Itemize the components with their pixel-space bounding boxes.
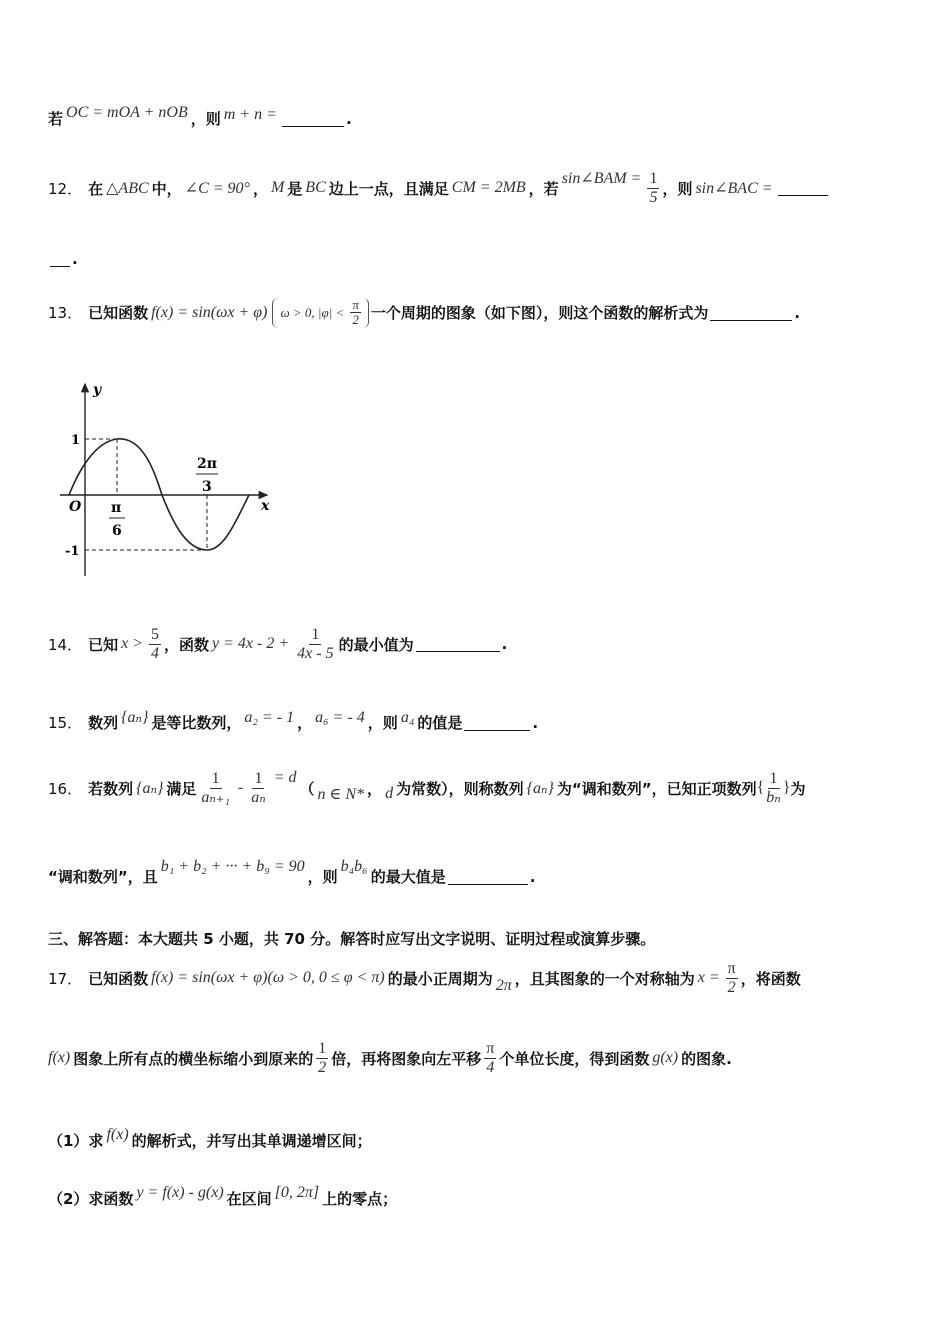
q16-b-frac-num: 1 (769, 770, 778, 787)
q14-number: 14． (48, 635, 83, 654)
q16-minus: - (237, 779, 244, 797)
q16-text-4: 为“调和数列”，已知正项数列 (556, 779, 757, 798)
q16-b-frac (764, 770, 782, 806)
q16-answer-blank (448, 869, 528, 885)
q16-brace-close: } (782, 779, 791, 797)
origin-label: O (69, 499, 82, 515)
q16-text-3: 为常数），则称数列 (396, 779, 524, 798)
q16-frac-1 (199, 770, 232, 806)
q17-f: f(x) (48, 1049, 71, 1067)
q17-line (48, 960, 801, 996)
q17-shift-den: 4 (486, 1058, 495, 1076)
q11-expr: m + n = (223, 105, 277, 123)
q12-frac-den: 5 (649, 188, 658, 206)
q17-part-2-function: y = f(x) - g(x) (136, 1183, 224, 1201)
q16-frac-1-den: aₙ₊₁ (201, 788, 230, 806)
q15-a4: a₄ (400, 708, 415, 726)
q12-target: sin∠BAC = (695, 180, 773, 198)
q14-line (48, 626, 507, 662)
q14-answer-blank (416, 636, 500, 652)
q17-part-1-label: （1）求 (48, 1132, 104, 1150)
q15-text-2: 是等比数列， (151, 714, 242, 732)
pi-over-6-num: π (111, 500, 122, 516)
q13-text-2: 一个周期的图象（如下图），则这个函数的解析式为 (370, 304, 709, 323)
q16-text-6: “调和数列”，且 (48, 868, 158, 886)
q15-sequence: {aₙ} (121, 708, 149, 726)
q17-shift-frac (484, 1040, 496, 1076)
q17-text-6: 倍，再将图象向左平移 (331, 1049, 482, 1068)
q15-answer-blank (464, 715, 530, 731)
q17-part-2-end: 上的零点； (322, 1190, 398, 1208)
q13-cond-frac (350, 298, 361, 328)
q13-function: f(x) = sin(ωx + φ) (151, 303, 268, 321)
q12-point-m: M (270, 179, 285, 197)
q12-sin-bam: sin∠BAM = (561, 170, 642, 188)
q16-sum: b₁ + b₂ + ··· + b₉ = 90 (160, 857, 305, 875)
q14-cond-frac (149, 626, 161, 662)
q17-text-1: 已知函数 (88, 969, 149, 988)
q12-triangle: △ABC (106, 180, 149, 198)
q15-text-4: 的值是 (417, 714, 463, 732)
q17-part-1-f: f(x) (106, 1125, 129, 1143)
q13-line (48, 298, 800, 328)
q15-text-1: 数列 (88, 714, 119, 732)
q13-cond-frac-den: 2 (352, 312, 359, 328)
q17-axis-num: π (727, 960, 736, 977)
q15-text-3: ，则 (367, 714, 398, 732)
q16-text-2: 满足 (166, 779, 197, 798)
q12-line (48, 170, 830, 206)
q14-text-3: 的最小值为 (338, 635, 414, 654)
q17-text-4: ，将函数 (740, 969, 801, 988)
tick-label-neg-one: -1 (65, 544, 80, 559)
q17-part-1 (48, 1125, 372, 1151)
two-pi-over-3-num: 2π (197, 456, 217, 472)
q15-end: . (532, 713, 539, 732)
q12-answer-blank-1 (778, 180, 828, 196)
q16-frac-2-num: 1 (254, 770, 263, 787)
q11-prefix: 若 (48, 110, 64, 128)
q14-cond-num: 5 (151, 626, 160, 643)
q17-text-7: 个单位长度，得到函数 (499, 1049, 650, 1068)
q13-cond-text: ω > 0, |φ| < (280, 304, 345, 320)
q11-formula: OC = mOA + nOB (66, 103, 188, 121)
q13-text-1: 已知函数 (88, 304, 149, 323)
q16-d: d (385, 785, 394, 803)
q14-text-1: 已知 (88, 635, 119, 654)
q17-text-8: 的图象. (681, 1049, 732, 1068)
q16-frac-2 (249, 770, 267, 806)
q16-b-set (757, 770, 791, 806)
q12-text-2: 中， (151, 179, 182, 198)
q16-product: b₄b₆ (340, 857, 368, 875)
q14-func-den: 4x - 5 (297, 644, 334, 662)
q16-b-frac-den: bₙ (766, 788, 781, 806)
q13-condition (272, 298, 368, 328)
q12-segment-bc: BC (305, 179, 326, 197)
q12-frac-num: 1 (649, 170, 658, 187)
q11-line (48, 103, 352, 129)
q15-a6: a₆ = - 4 (315, 708, 365, 726)
q14-cond-den: 4 (151, 644, 160, 662)
q12-fraction (647, 170, 659, 206)
tick-label-one: 1 (71, 433, 81, 448)
q16-brace-open: { (756, 779, 765, 797)
q17-half-frac (316, 1040, 328, 1076)
q12-text-5: 边上一点，且满足 (328, 179, 449, 198)
q17-axis-den: 2 (727, 978, 736, 996)
q12-number: 12． (48, 179, 83, 198)
q14-end: . (501, 635, 508, 654)
q17-g: g(x) (652, 1049, 679, 1067)
q17-part-2-label: （2）求函数 (48, 1190, 134, 1208)
q17-axis: x = (697, 969, 720, 987)
q16-sep: ， (367, 779, 383, 798)
q12-condition: CM = 2MB (451, 179, 526, 197)
section-3-heading: 三、解答题：本大题共 5 小题，共 70 分。解答时应写出文字说明、证明过程或演算步骤。 (48, 930, 656, 948)
q12-text-3: ， (252, 179, 268, 198)
q17-number: 17． (48, 969, 83, 988)
two-pi-over-3-den: 3 (202, 479, 212, 495)
q16-text-7: ，则 (307, 868, 338, 886)
q16-line-2 (48, 857, 536, 887)
q16-paren-open: （ (299, 779, 315, 798)
q14-function: y = 4x - 2 + (212, 635, 290, 653)
q12-angle: ∠C = 90° (184, 180, 250, 198)
q13-cond-frac-num: π (352, 297, 359, 312)
q12-text-1: 在 (88, 179, 104, 198)
q15-number: 15． (48, 714, 83, 732)
q17-shift-num: π (486, 1040, 495, 1057)
q17-period: 2π (495, 977, 512, 995)
q17-half-num: 1 (318, 1040, 327, 1057)
q12-text-7: ，则 (662, 179, 693, 198)
q17-line-2 (48, 1040, 732, 1076)
q14-text-2: ，函数 (164, 635, 210, 654)
q16-text-1: 若数列 (88, 779, 134, 798)
q16-text-5: 为 (790, 779, 806, 798)
q17-part-2-interval: [0, 2π] (274, 1183, 320, 1201)
q16-frac-2-den: aₙ (251, 788, 266, 806)
q15-line (48, 708, 539, 733)
q17-text-3: ，且其图象的一个对称轴为 (514, 969, 695, 988)
q13-end: . (794, 303, 801, 322)
q15-a2: a₂ = - 1 (244, 708, 295, 726)
q14-func-frac (295, 626, 335, 662)
q12-end: . (72, 250, 78, 268)
q13-answer-blank (710, 305, 792, 321)
q16-sequence: {aₙ} (136, 780, 164, 798)
q17-axis-frac (726, 960, 738, 996)
q16-line (48, 770, 805, 806)
q17-part-1-text: 的解析式，并写出其单调递增区间； (131, 1132, 372, 1150)
q11-middle: ，则 (190, 110, 221, 128)
sine-graph (55, 378, 285, 583)
q16-equals-d: = d (273, 769, 297, 787)
q12-text-6: ，若 (528, 179, 559, 198)
q11-end: . (345, 109, 352, 128)
x-axis-label: x (261, 498, 270, 514)
y-axis-label: y (93, 382, 102, 398)
q17-part-2-text: 在区间 (226, 1190, 272, 1208)
q16-number: 16． (48, 779, 83, 798)
q12-line-2 (48, 250, 78, 268)
pi-over-6-den: 6 (112, 523, 122, 539)
q16-frac-1-num: 1 (211, 770, 220, 787)
q12-answer-blank-2 (50, 251, 70, 267)
q13-number: 13． (48, 304, 83, 323)
q17-text-2: 的最小正周期为 (387, 969, 493, 988)
q15-sep: ， (297, 714, 313, 732)
q16-text-8: 的最大值是 (370, 868, 446, 886)
q17-function: f(x) = sin(ωx + φ)(ω > 0, 0 ≤ φ < π) (151, 969, 385, 987)
q12-text-4: 是 (287, 179, 303, 198)
q11-answer-blank (282, 111, 344, 127)
q17-half-den: 2 (318, 1058, 327, 1076)
q14-condition: x > (121, 635, 144, 653)
q16-end: . (529, 867, 536, 886)
q17-text-5: 图象上所有点的横坐标缩小到原来的 (73, 1049, 314, 1068)
q14-func-num: 1 (311, 626, 320, 643)
q16-sequence-2: {aₙ} (526, 780, 554, 798)
q17-part-2 (48, 1183, 398, 1209)
q16-n-condition: n ∈ N* (317, 786, 365, 804)
